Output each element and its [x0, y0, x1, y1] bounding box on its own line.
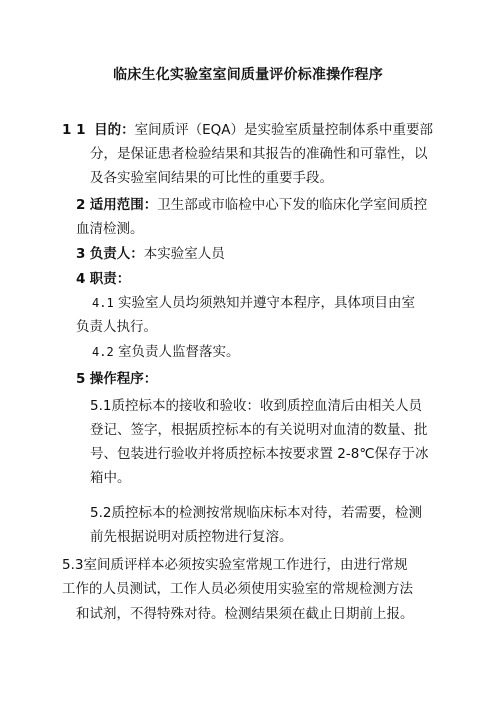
- section-3-number: 3: [76, 246, 86, 262]
- section-1-text: 室间质评（EQA）是实验室质量控制体系中重要部: [134, 122, 433, 138]
- section-4-2-text: 室负责人监督落实。: [117, 344, 240, 360]
- section-1-line-1: [62, 120, 433, 140]
- section-5-1-line-2: 登记、签字，根据质控标本的有关说明对血清的数量、批: [90, 422, 428, 438]
- section-4-1-line-2: 负责人执行。: [76, 319, 157, 335]
- section-5-2-line-1: 5.2质控标本的检测按常规临床标本对待，若需要，检测: [90, 505, 422, 521]
- section-5-3-line-1: 5.3室间质评样本必须按实验室常规工作进行，由进行常规: [62, 557, 408, 573]
- document-title: 临床生化实验室室间质量评价标准操作程序: [113, 67, 383, 83]
- section-1-line-2: 分，是保证患者检验结果和其报告的准确性和可靠性，以: [90, 146, 428, 162]
- section-4-line: [76, 269, 130, 289]
- section-2-heading: 适用范围：: [89, 197, 158, 213]
- section-5-3-line-3: 和试剂，不得特殊对待。检测结果须在截止日期前上报。: [76, 606, 414, 622]
- section-5-1-line-4: 箱中。: [90, 470, 131, 486]
- section-1-heading: 目的：: [94, 122, 135, 138]
- section-4-1-text: 实验室人员均须熟知并遵守本程序，具体项目由室: [117, 295, 415, 311]
- section-4-heading: 职责：: [89, 271, 131, 287]
- section-2-number: 2: [76, 197, 86, 213]
- section-3-line: [76, 244, 225, 264]
- section-4-number: 4: [76, 271, 86, 287]
- section-5-1-line-3: 号、包装进行验收并将质控标本按要求置 2-8℃保存于冰: [90, 446, 429, 462]
- section-5-number: 5: [76, 371, 86, 387]
- section-5-line: [76, 369, 157, 389]
- section-5-1-line-1: 5.1质控标本的接收和验收：收到质控血清后由相关人员: [90, 398, 422, 414]
- section-4-2-line: [92, 342, 239, 362]
- section-5-2-line-2: 前先根据说明对质控物进行复溶。: [90, 529, 293, 545]
- section-4-1-line-1: [92, 293, 415, 313]
- section-1-line-3: 及各实验室间结果的可比性的重要手段。: [90, 170, 333, 186]
- section-2-text: 卫生部或市临检中心下发的临床化学室间质控: [157, 197, 428, 213]
- section-4-1-number: 4.1: [92, 296, 114, 310]
- section-2-line-2: 血清检测。: [76, 221, 144, 237]
- section-4-2-number: 4.2: [92, 345, 114, 359]
- section-5-3-line-2: 工作的人员测试，工作人员必须使用实验室的常规检测方法: [62, 581, 413, 597]
- section-1-number: 1 1: [62, 122, 86, 138]
- section-5-heading: 操作程序：: [89, 371, 158, 387]
- section-3-text: 本实验室人员: [143, 246, 225, 262]
- section-2-line-1: [76, 195, 427, 215]
- section-3-heading: 负责人：: [89, 246, 144, 262]
